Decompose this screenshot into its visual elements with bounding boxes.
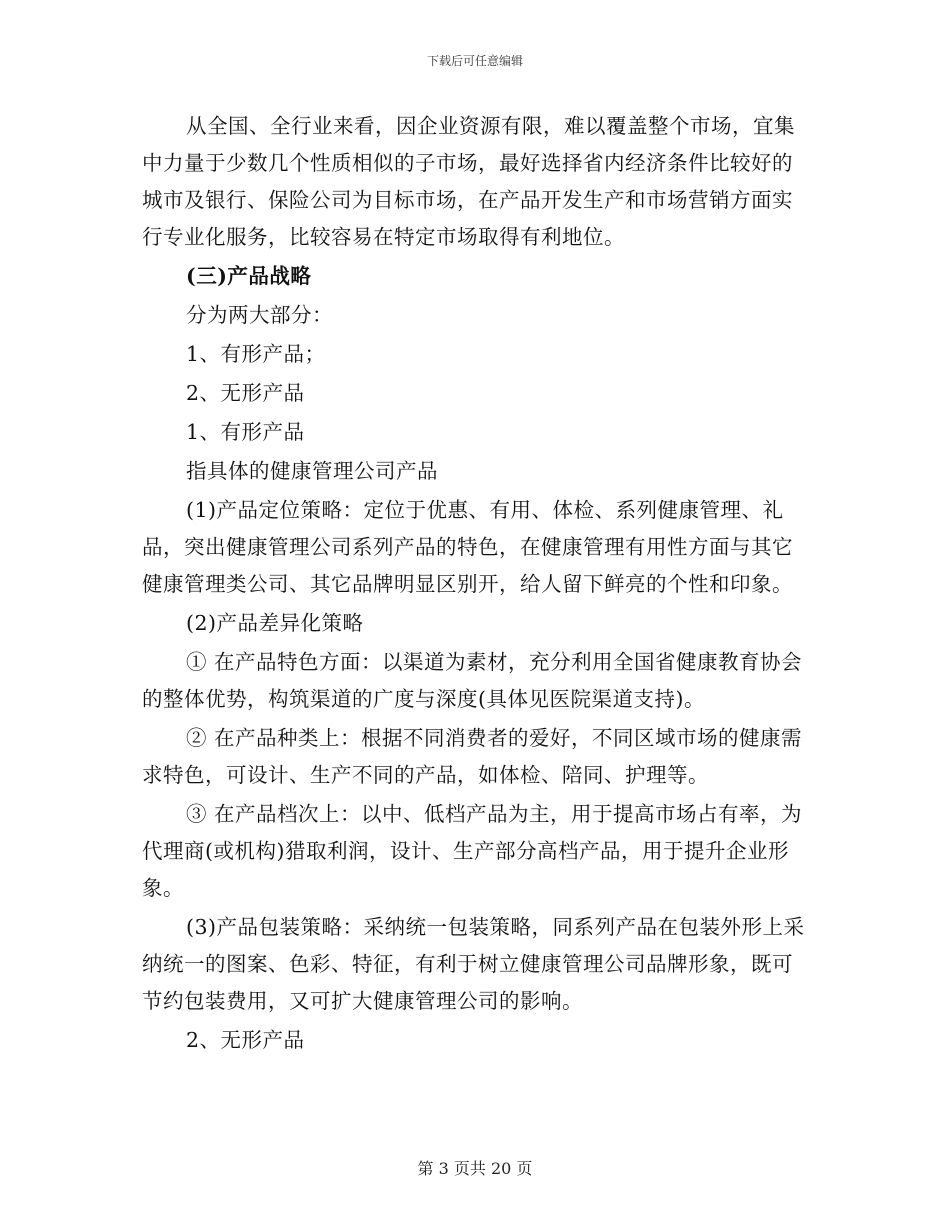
paragraph-product-types: ② 在产品种类上：根据不同消费者的爱好，不同区域市场的健康需求特色，可设计、生产不同的产品，如体检、陪同、护理等。 <box>142 726 803 787</box>
subheading-tangible-products: 1、有形产品 <box>186 420 305 444</box>
paragraph-product-grades: ③ 在产品档次上：以中、低档产品为主，用于提高市场占有率，为代理商(或机构)猎取利润，设计、生产部分高档产品，用于提升企业形象。 <box>142 802 803 900</box>
page-header: 下载后可任意编辑 <box>426 54 523 68</box>
subheading-differentiation: (2)产品差异化策略 <box>186 611 364 635</box>
paragraph-two-parts: 分为两大部分： <box>186 303 333 327</box>
list-item-tangible: 1、有形产品； <box>186 342 326 366</box>
paragraph-packaging-strategy: (3)产品包装策略：采纳统一包装策略，同系列产品在包装外形上采纳统一的图案、色彩、特征，有利于树立健康管理公司品牌形象，既可节约包装费用，又可扩大健康管理公司的影响。 <box>142 915 805 1013</box>
paragraph-positioning-strategy: (1)产品定位策略：定位于优惠、有用、体检、系列健康管理、礼品，突出健康管理公司系列产品的特色，在健康管理有用性方面与其它健康管理类公司、其它品牌明显区别开，给人留下鲜亮的个性和印象。 <box>142 498 793 596</box>
subheading-intangible-products: 2、无形产品 <box>186 1028 305 1052</box>
paragraph-specific-products: 指具体的健康管理公司产品 <box>186 459 438 483</box>
document-body <box>142 108 810 1059</box>
page-footer: 第 3 页共 20 页 <box>417 1159 533 1178</box>
paragraph-product-features: ① 在产品特色方面：以渠道为素材，充分利用全国省健康教育协会的整体优势，构筑渠道的广度与深度(具体见医院渠道支持)。 <box>142 650 803 711</box>
list-item-intangible: 2、无形产品 <box>186 381 305 405</box>
section-heading-product-strategy: (三)产品战略 <box>186 264 312 288</box>
paragraph-target-market: 从全国、全行业来看，因企业资源有限，难以覆盖整个市场，宜集中力量于少数几个性质相似的子市场，最好选择省内经济条件比较好的城市及银行、保险公司为目标市场，在产品开发生产和市场营销方面实行专业化服务，比较容易在特定市场取得有利地位。 <box>142 114 795 249</box>
